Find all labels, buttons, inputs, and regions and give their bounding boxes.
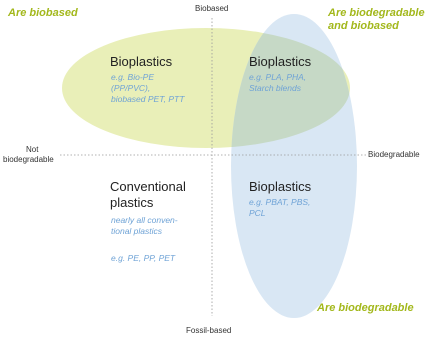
quadrant-title-top-right: Bioplastics	[249, 54, 312, 69]
quadrant-example-top-left-3: biobased PET, PTT	[111, 94, 185, 104]
axis-label-top: Biobased	[195, 4, 229, 13]
axis-label-right: Biodegradable	[368, 150, 420, 159]
quadrant-example-top-left-2: (PP/PVC),	[111, 83, 151, 93]
axis-label-left-line1: Not	[26, 145, 39, 154]
quadrant-example-bottom-right-2: PCL	[249, 208, 266, 218]
quadrant-title-bottom-left-line2: plastics	[110, 195, 154, 210]
corner-label-biodegradable-biobased-line1: Are biodegradable	[328, 7, 425, 19]
corner-label-biodegradable: Are biodegradable	[317, 302, 414, 314]
corner-label-biobased: Are biobased	[8, 7, 78, 19]
quadrant-example-bottom-right-1: e.g. PBAT, PBS,	[249, 197, 311, 207]
axis-label-bottom: Fossil-based	[186, 326, 232, 335]
quadrant-title-bottom-right: Bioplastics	[249, 179, 312, 194]
quadrant-example-bottom-left-1: nearly all conven-	[111, 215, 178, 225]
quadrant-example-bottom-left-3: e.g. PE, PP, PET	[111, 253, 176, 263]
quadrant-example-top-right-2: Starch blends	[249, 83, 301, 93]
quadrant-example-top-left-1: e.g. Bio-PE	[111, 72, 154, 82]
quadrant-example-top-right-1: e.g. PLA, PHA,	[249, 72, 307, 82]
quadrant-title-top-left: Bioplastics	[110, 54, 173, 69]
axis-label-left-line2: biodegradable	[3, 155, 54, 164]
quadrant-example-bottom-left-2: tional plastics	[111, 226, 163, 236]
quadrant-title-bottom-left-line1: Conventional	[110, 179, 186, 194]
corner-label-biodegradable-biobased-line2: and biobased	[328, 20, 399, 32]
